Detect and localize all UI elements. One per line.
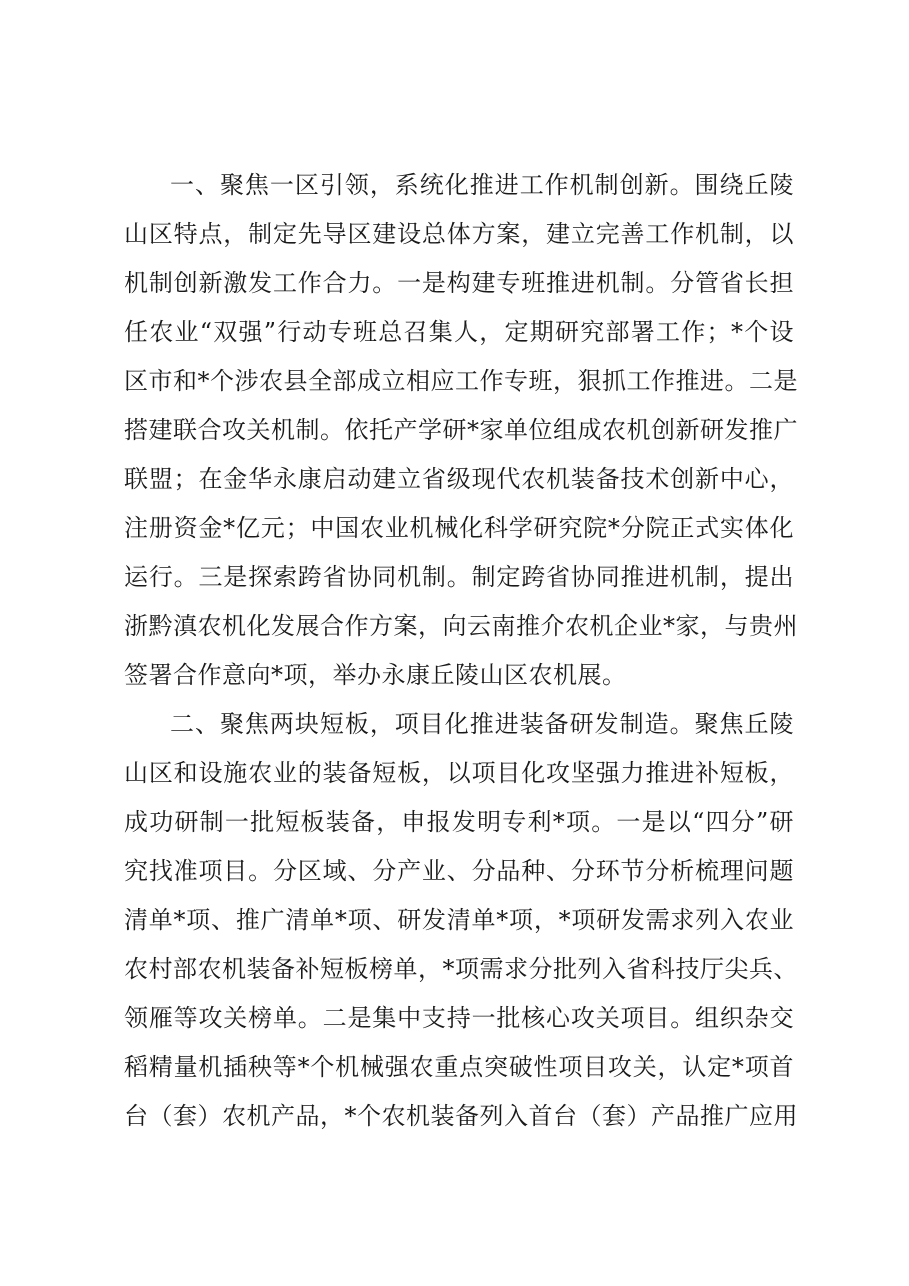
paragraph-line: 稻精量机插秧等*个机械强农重点突破性项目攻关，认定*项首 [124, 1053, 794, 1081]
paragraph-line: 清单*项、推广清单*项、研发清单*项，*项研发需求列入农业 [124, 906, 794, 934]
paragraph-line: 台（套）农机产品，*个农机装备列入首台（套）产品推广应用 [124, 1102, 798, 1130]
paragraph-line: 签署合作意向*项，举办永康丘陵山区农机展。 [124, 661, 627, 689]
paragraph-line: 二、聚焦两块短板，项目化推进装备研发制造。聚焦丘陵 [170, 710, 794, 738]
paragraph-line: 机制创新激发工作合力。一是构建专班推进机制。分管省长担 [124, 269, 794, 297]
paragraph-line: 农村部农机装备补短板榜单，*项需求分批列入省科技厅尖兵、 [124, 955, 798, 983]
paragraph-line: 区市和*个涉农县全部成立相应工作专班，狠抓工作推进。二是 [124, 367, 798, 395]
paragraph-line: 任农业“双强”行动专班总召集人，定期研究部署工作；*个设 [124, 318, 794, 346]
paragraph-line: 山区和设施农业的装备短板，以项目化攻坚强力推进补短板， [124, 759, 794, 787]
paragraph-line: 搭建联合攻关机制。依托产学研*家单位组成农机创新研发推广 [124, 416, 798, 444]
paragraph-line: 究找准项目。分区域、分产业、分品种、分环节分析梳理问题 [124, 857, 794, 885]
paragraph-line: 领雁等攻关榜单。二是集中支持一批核心攻关项目。组织杂交 [124, 1004, 794, 1032]
paragraph-line: 成功研制一批短板装备，申报发明专利*项。一是以“四分”研 [124, 808, 794, 836]
paragraph-line: 一、聚焦一区引领，系统化推进工作机制创新。围绕丘陵 [170, 171, 794, 199]
paragraph-line: 联盟；在金华永康启动建立省级现代农机装备技术创新中心， [124, 465, 794, 493]
paragraph-line: 运行。三是探索跨省协同机制。制定跨省协同推进机制，提出 [124, 563, 794, 591]
paragraph-line: 注册资金*亿元；中国农业机械化科学研究院*分院正式实体化 [124, 514, 794, 542]
paragraph-line: 浙黔滇农机化发展合作方案，向云南推介农机企业*家，与贵州 [124, 612, 798, 640]
paragraph-line: 山区特点，制定先导区建设总体方案，建立完善工作机制，以 [124, 220, 794, 248]
